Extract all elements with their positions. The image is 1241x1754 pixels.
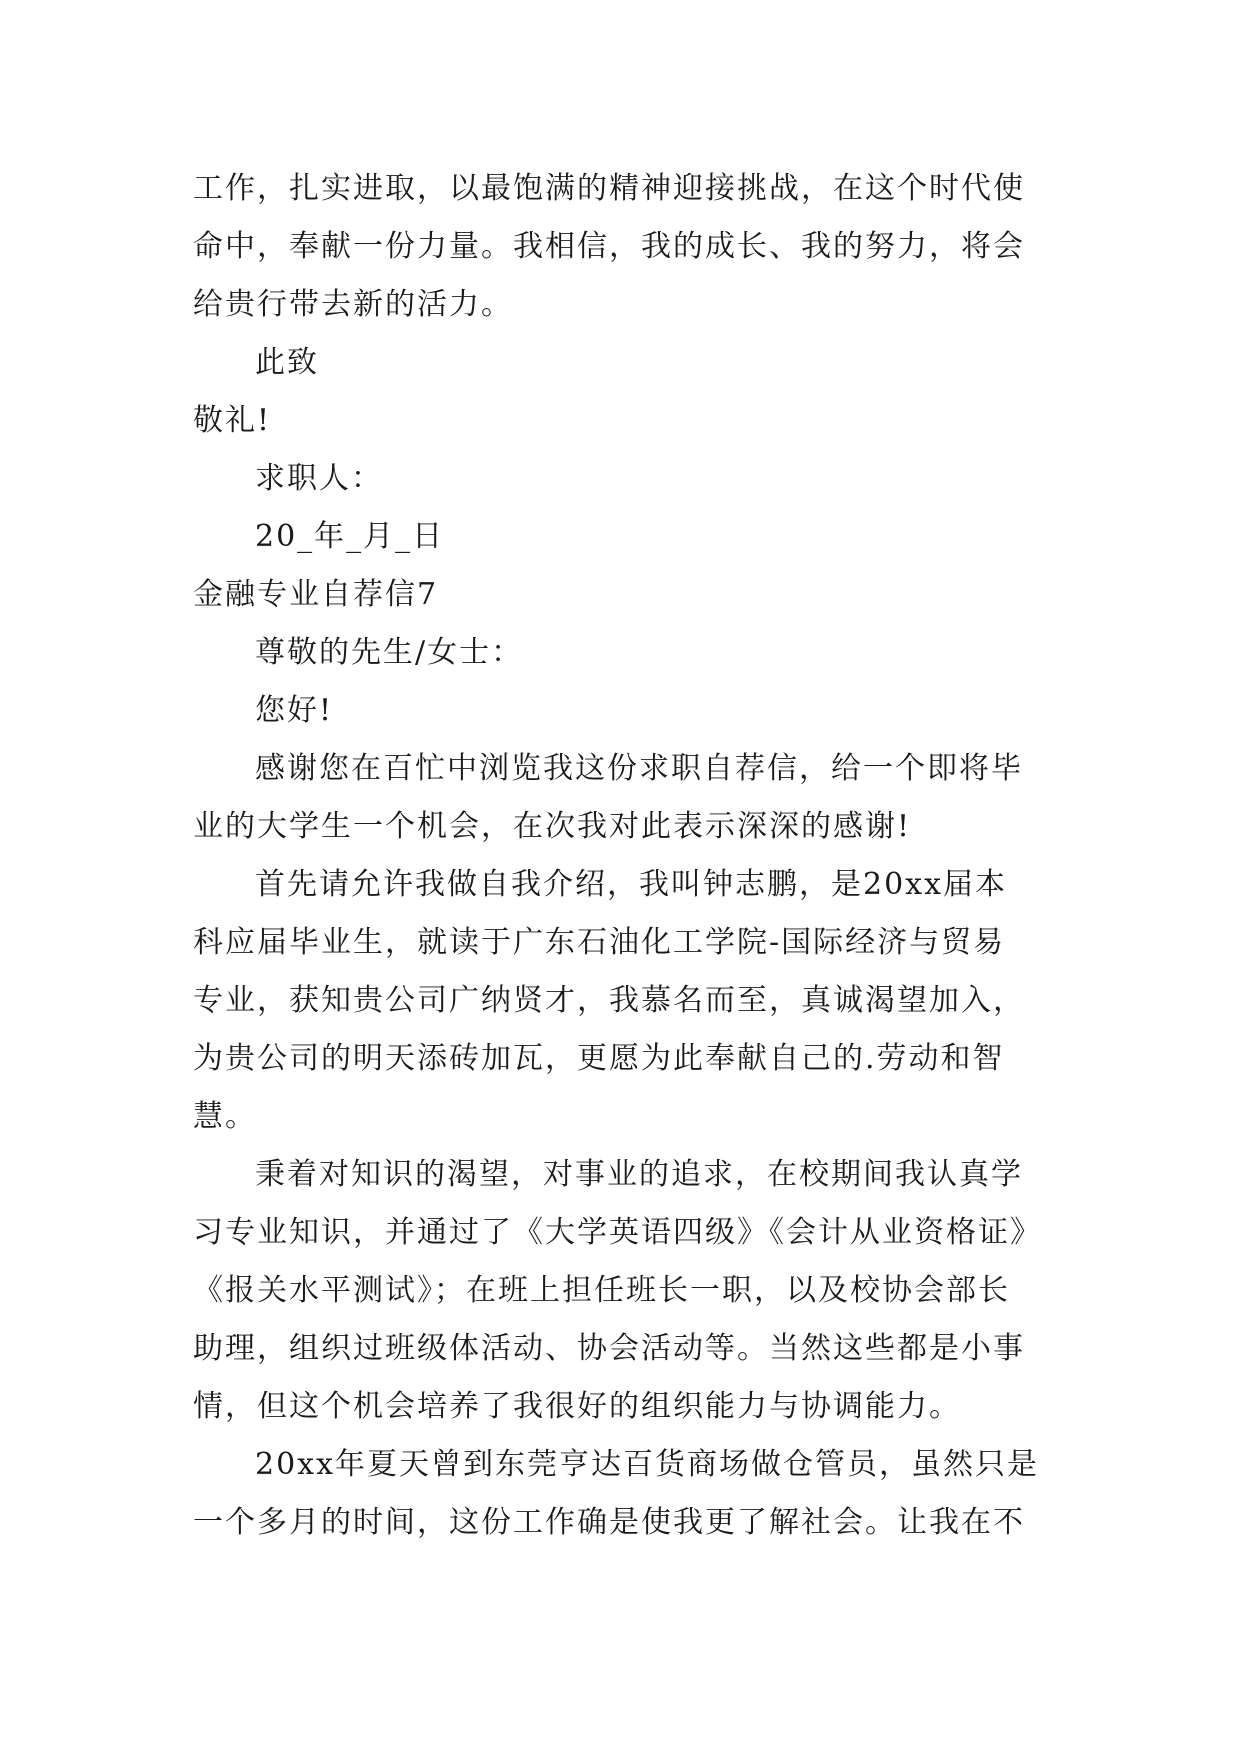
text-line: 感谢您在百忙中浏览我这份求职自荐信，给一个即将毕 [255,751,1023,786]
text-line: 科应届毕业生，就读于广东石油化工学院-国际经济与贸易 [193,925,1006,960]
text-line: 专业，获知贵公司广纳贤才，我慕名而至，真诚渴望加入， [193,983,1025,1018]
text-line: 20xx年夏天曾到东莞亨达百货商场做仓管员，虽然只是 [255,1447,1040,1482]
text-line: 慧。 [193,1099,257,1134]
text-line: 一个多月的时间，这份工作确是使我更了解社会。让我在不 [193,1505,1025,1540]
text-line: 给贵行带去新的活力。 [193,287,513,322]
text-line: 情，但这个机会培养了我很好的组织能力与协调能力。 [193,1389,961,1424]
text-line: 金融专业自荐信7 [193,577,439,612]
text-line: 首先请允许我做自我介绍，我叫钟志鹏，是20xx届本 [255,867,1008,902]
text-line: 为贵公司的明天添砖加瓦，更愿为此奉献自己的.劳动和智 [193,1041,1005,1076]
text-line: 尊敬的先生/女士： [255,635,524,670]
text-line: 秉着对知识的渴望，对事业的追求，在校期间我认真学 [255,1157,1023,1192]
text-line: 此致 [255,345,319,380]
text-line: 工作，扎实进取，以最饱满的精神迎接挑战，在这个时代使 [193,171,1025,206]
text-line: 《报关水平测试》；在班上担任班长一职，以及校协会部长 [193,1273,1010,1308]
text-line: 助理，组织过班级体活动、协会活动等。当然这些都是小事 [193,1331,1025,1366]
document-body [193,160,1053,1552]
text-line: 您好! [255,693,334,728]
text-line: 业的大学生一个机会，在次我对此表示深深的感谢! [193,809,912,844]
text-line: 习专业知识，并通过了《大学英语四级》《会计从业资格证》 [193,1215,1042,1250]
text-line: 求职人： [255,461,383,496]
text-line: 20_年_月_日 [255,519,445,554]
text-line: 命中，奉献一份力量。我相信，我的成长、我的努力，将会 [193,229,1025,264]
text-line: 敬礼! [193,403,272,438]
